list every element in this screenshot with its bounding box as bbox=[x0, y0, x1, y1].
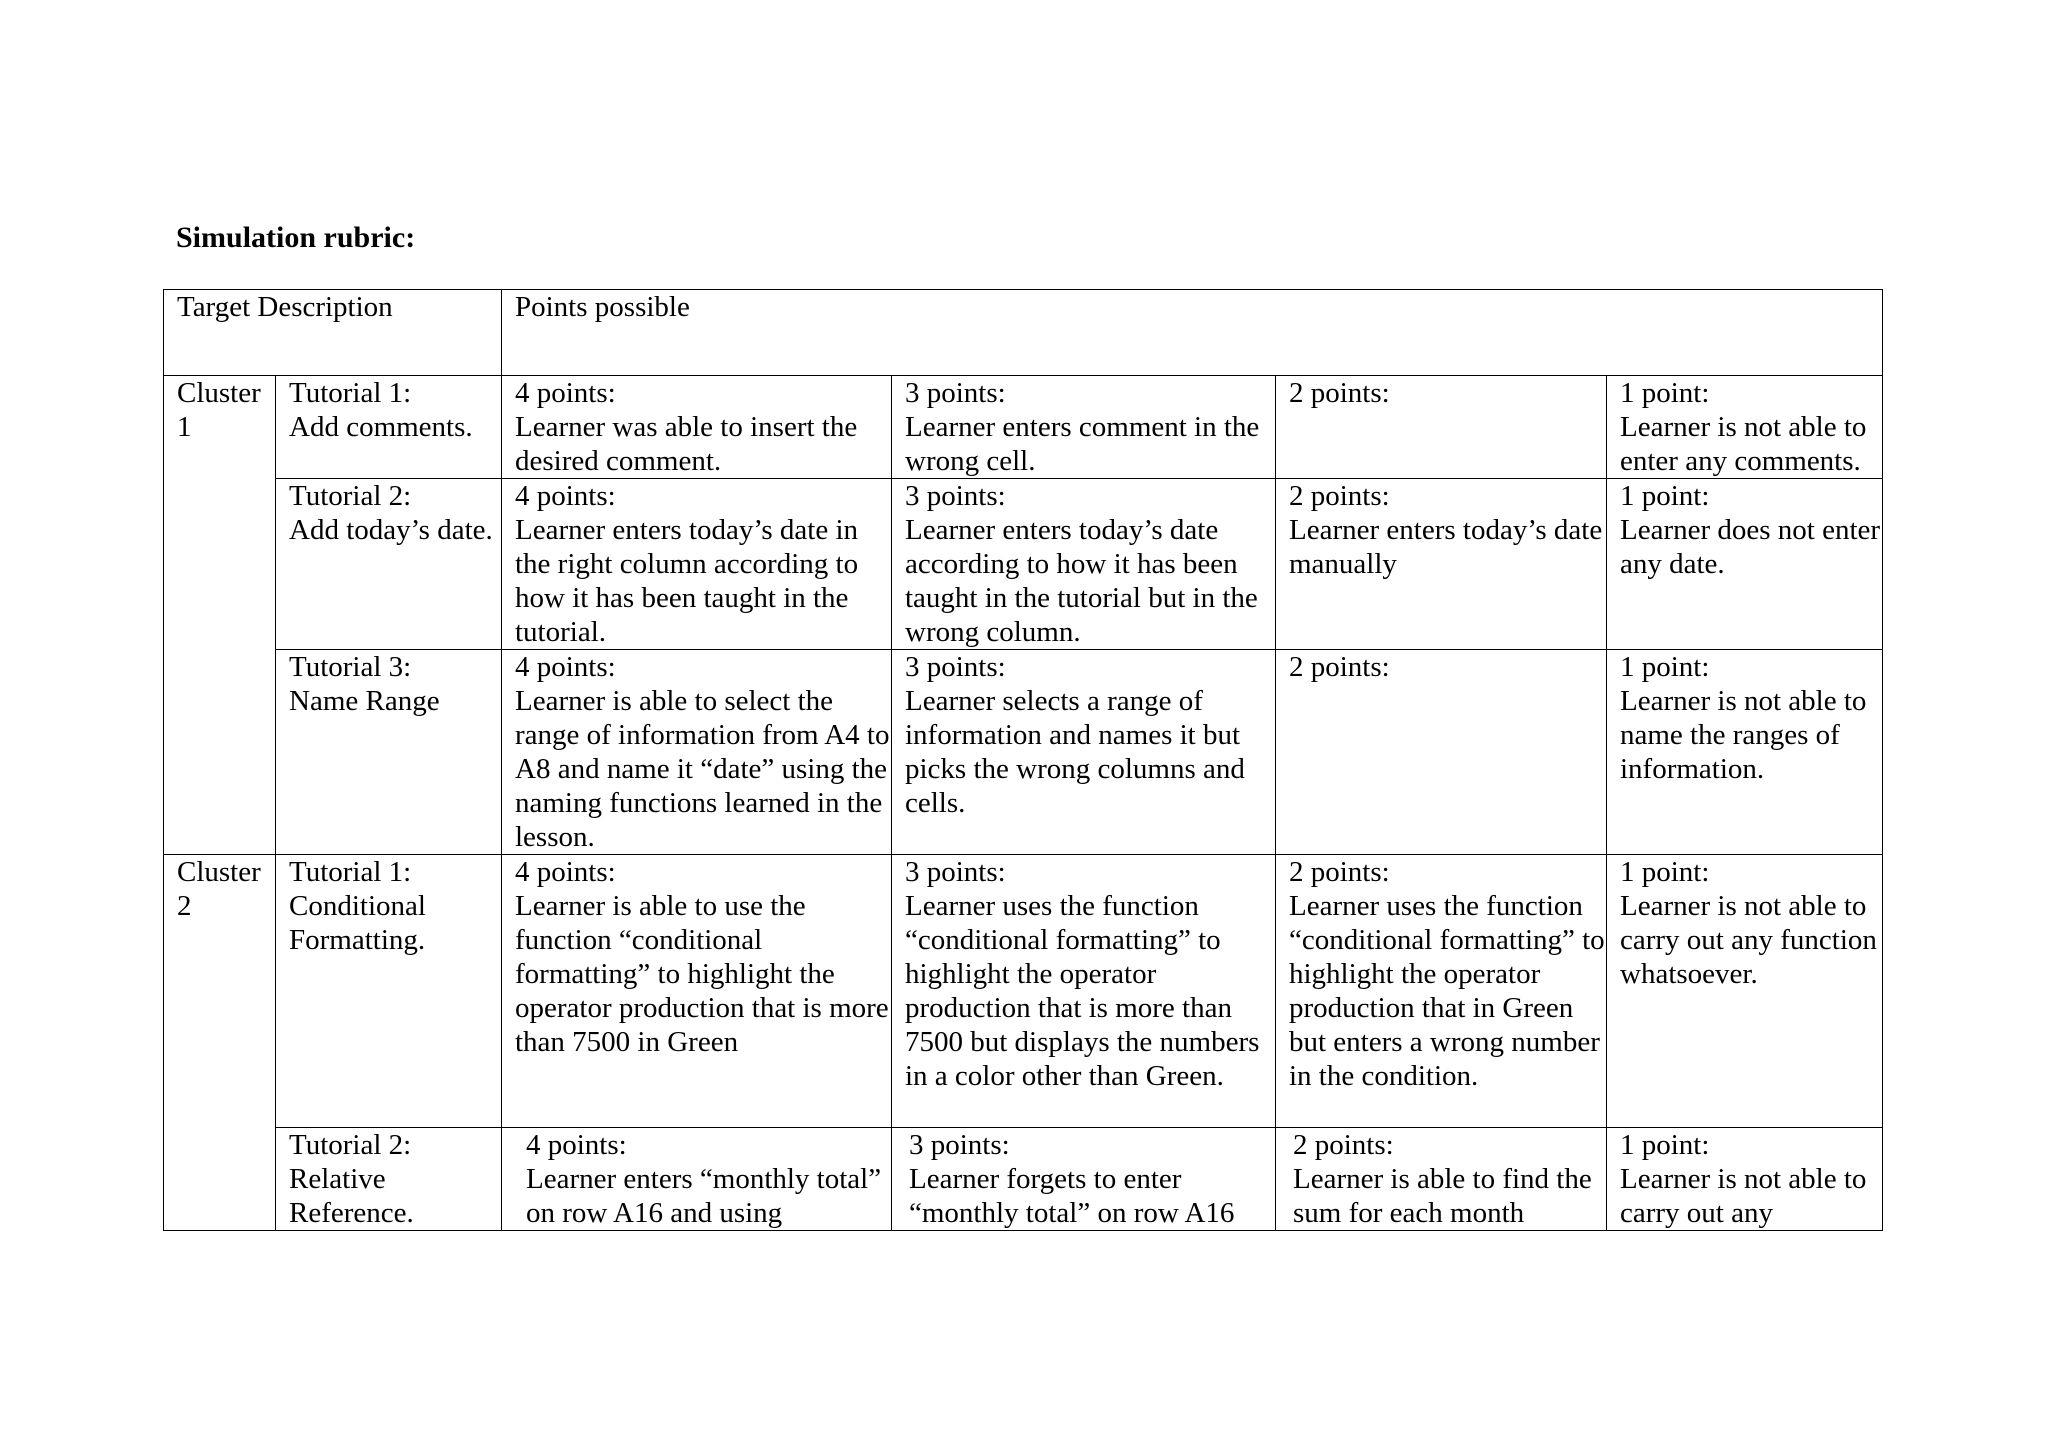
cluster-label: Cluster 2 bbox=[164, 855, 276, 1231]
points-4-cell: 4 points: Learner is able to use the function “conditional formatting” to highlight the operator production that is more than 7500 in Green bbox=[502, 855, 892, 1128]
target-description-header bbox=[164, 290, 502, 376]
points-4-cell: 4 points: Learner is able to select the range of information from A4 to A8 and name it “date” using the naming functions learned in the lesson. bbox=[502, 650, 892, 855]
points-2-cell: 2 points: Learner enters today’s date manually bbox=[1276, 479, 1607, 650]
points-1-cell: 1 point: Learner does not enter any date. bbox=[1607, 479, 1883, 650]
points-3-cell: 3 points: Learner selects a range of information and names it but picks the wrong columns and cells. bbox=[892, 650, 1276, 855]
table-row bbox=[164, 1128, 1883, 1231]
tutorial-name: Tutorial 1: Conditional Formatting. bbox=[276, 855, 502, 1128]
table-row bbox=[164, 855, 1883, 1128]
rubric-table bbox=[163, 289, 1883, 1231]
table-header-row bbox=[164, 290, 1883, 376]
points-3-cell: 3 points: Learner uses the function “conditional formatting” to highlight the operator production that is more than 7500 but displays the numbers in a color other than Green. bbox=[892, 855, 1276, 1128]
tutorial-name: Tutorial 2: Add today’s date. bbox=[276, 479, 502, 650]
points-4-cell: 4 points: Learner enters “monthly total” on row A16 and using bbox=[502, 1128, 892, 1231]
table-row bbox=[164, 376, 1883, 479]
points-1-cell: 1 point: Learner is not able to carry out any function whatsoever. bbox=[1607, 855, 1883, 1128]
points-1-cell: 1 point: Learner is not able to enter any comments. bbox=[1607, 376, 1883, 479]
points-3-cell: 3 points: Learner forgets to enter “monthly total” on row A16 bbox=[892, 1128, 1276, 1231]
points-2-cell: 2 points: Learner uses the function “conditional formatting” to highlight the operator production that in Green but enters a wrong number in the condition. bbox=[1276, 855, 1607, 1128]
tutorial-name: Tutorial 3: Name Range bbox=[276, 650, 502, 855]
points-2-cell: 2 points: Learner is able to find the sum for each month bbox=[1276, 1128, 1607, 1231]
points-3-cell: 3 points: Learner enters today’s date according to how it has been taught in the tutorial but in the wrong column. bbox=[892, 479, 1276, 650]
points-2-cell: 2 points: bbox=[1276, 376, 1607, 479]
points-possible-label: Points possible bbox=[515, 291, 690, 323]
points-possible-header bbox=[502, 290, 1883, 376]
table-row bbox=[164, 650, 1883, 855]
tutorial-name: Tutorial 2: Relative Reference. bbox=[276, 1128, 502, 1231]
points-1-cell: 1 point: Learner is not able to carry out any bbox=[1607, 1128, 1883, 1231]
target-description-label: Target Description bbox=[177, 291, 393, 323]
page-title: Simulation rubric: bbox=[176, 221, 416, 254]
cluster-label: Cluster 1 bbox=[164, 376, 276, 855]
points-3-cell: 3 points: Learner enters comment in the wrong cell. bbox=[892, 376, 1276, 479]
points-4-cell: 4 points: Learner enters today’s date in the right column according to how it has been taught in the tutorial. bbox=[502, 479, 892, 650]
table-row bbox=[164, 479, 1883, 650]
points-4-cell: 4 points: Learner was able to insert the desired comment. bbox=[502, 376, 892, 479]
tutorial-name: Tutorial 1: Add comments. bbox=[276, 376, 502, 479]
points-1-cell: 1 point: Learner is not able to name the ranges of information. bbox=[1607, 650, 1883, 855]
points-2-cell: 2 points: bbox=[1276, 650, 1607, 855]
